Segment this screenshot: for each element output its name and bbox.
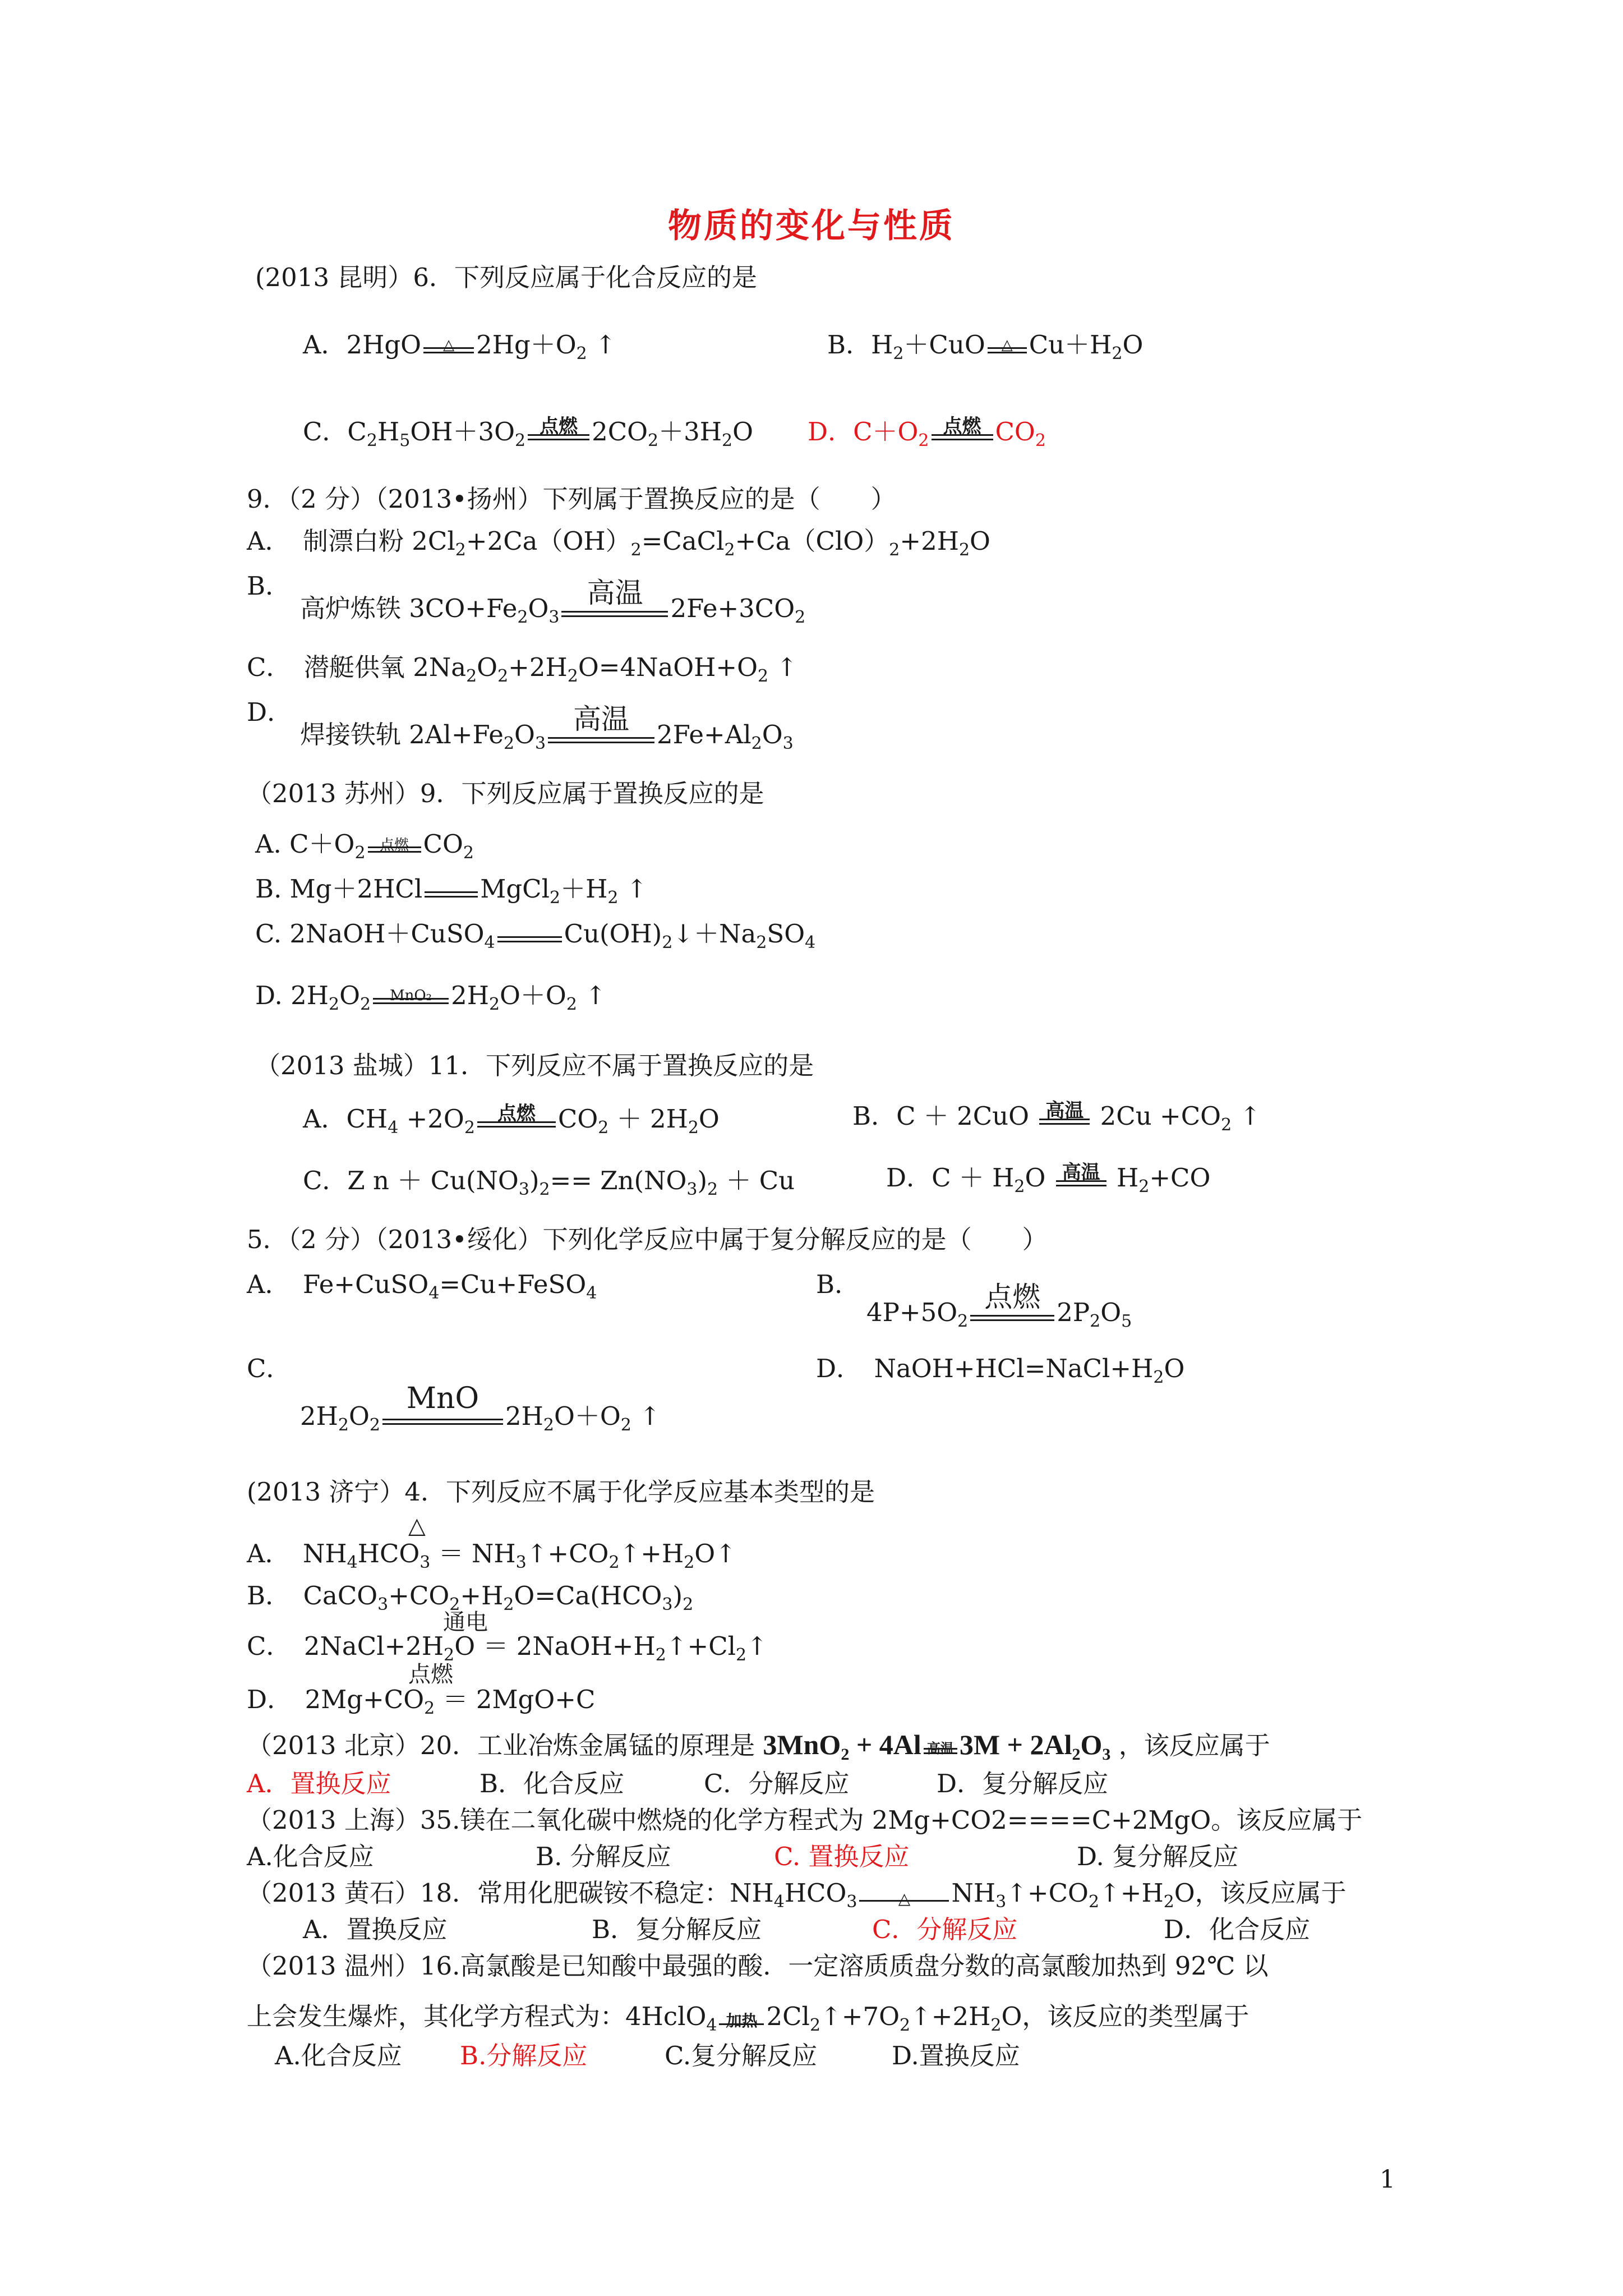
q5-option-c-label: C． (247, 1354, 292, 1383)
q4-option-a: A．$CH_4 +2O_2$ 点燃 $CO_2 + 2H_2O$ (303, 1102, 720, 1138)
q7-option-d: D．复分解反应 (937, 1769, 1109, 1798)
q7-option-a: A．置换反应 (247, 1769, 391, 1798)
q7-option-b: B．化合反应 (479, 1769, 625, 1798)
q6-a-condition: △ (408, 1513, 426, 1539)
q2-option-b: 高炉炼铁 $3CO+Fe_2O_3$ 高温 $2Fe+3CO_2$ (300, 577, 806, 627)
q3-option-d: D. $2H_2O_2$ MnO₂ $2H_2O+O_2$ ↑ (255, 981, 606, 1014)
q6-option-a: A． $NH_4HCO_3$ ＝ $NH_3↑+CO_2↑+H_2O↑$ (247, 1539, 736, 1572)
q1-option-d: D．$C+O_2$ 点燃 $CO_2$ (808, 415, 1046, 450)
q10-option-b: B.分解反应 (460, 2041, 588, 2070)
page-title: 物质的变化与性质 (668, 206, 955, 246)
q10-option-c: C.复分解反应 (665, 2041, 818, 2070)
q10-stem-equation: 上会发生爆炸，其化学方程式为：4HclO$_4$ 加热 $2Cl_2↑+7O_2↑+2H_2O$，该反应的类型属于 (247, 2001, 1249, 2035)
q8-option-a: A.化合反应 (247, 1842, 374, 1871)
q10-option-d: D.置换反应 (892, 2041, 1020, 2070)
q9-option-c: C．分解反应 (872, 1915, 1018, 1944)
q10-stem: （2013 温州）16.高氯酸是已知酸中最强的酸．一定溶质质盘分数的高氯酸加热到 92℃ 以 (247, 1951, 1269, 1981)
q5-stem: 5．（2 分）（2013•绥化）下列化学反应中属于复分解反应的是（ ） (247, 1225, 1048, 1254)
q10-option-a: A.化合反应 (275, 2041, 402, 2070)
q2-stem: 9．（2 分）（2013•扬州）下列属于置换反应的是（ ） (247, 484, 896, 514)
q5-option-b-label: B． (816, 1269, 860, 1299)
q9-stem: （2013 黄石）18．常用化肥碳铵不稳定：$NH_4HCO_3$ △ $NH_3↑+CO_2↑+H_2O$，该反应属于 (247, 1878, 1347, 1912)
q2-option-d: 焊接铁轨 $2Al+Fe_2O_3$ 高温 $2Fe+Al_2O_3$ (300, 703, 794, 753)
q1-option-b: B．$H_2+CuO$ △ $Cu+H_2O$ (827, 330, 1144, 364)
q3-stem: （2013 苏州）9．下列反应属于置换反应的是 (247, 779, 764, 808)
q2-option-b-label: B． (247, 571, 291, 601)
q4-stem: （2013 盐城）11．下列反应不属于置换反应的是 (255, 1051, 814, 1080)
q9-option-b: B．复分解反应 (592, 1915, 762, 1944)
q6-d-condition: 点燃 (408, 1662, 453, 1687)
q6-option-c: C． $2NaCl+2H_2O$ ＝ $2NaOH+H_2↑+Cl_2↑$ (247, 1631, 768, 1665)
q7-stem: （2013 北京）20．工业冶炼金属锰的原理是 3MnO$_2$ + 4Al 高温 $3M + 2Al_2O_3$ ，该反应属于 (247, 1729, 1270, 1764)
q7-option-c: C．分解反应 (704, 1769, 850, 1798)
page-number: 1 (1380, 2165, 1395, 2194)
q2-option-c: C． 潜艇供氧 $2Na_2O_2+2H_2O=4NaOH+O_2$ ↑ (247, 652, 798, 686)
q8-option-d: D. 复分解反应 (1077, 1842, 1239, 1871)
q6-option-d: D． $2Mg+CO_2 = 2MgO+C$ (247, 1685, 596, 1718)
q9-option-a: A．置换反应 (303, 1915, 448, 1944)
q4-option-c: C．Z $n + Cu(NO_3)_2== Zn(NO_3)_2 + Cu$ (303, 1166, 795, 1199)
q6-stem: (2013 济宁）4．下列反应不属于化学反应基本类型的是 (247, 1477, 875, 1507)
q1-stem: (2013 昆明）6．下列反应属于化合反应的是 (255, 263, 758, 292)
q5-option-c: $2H_2O_2$ MnO $2H_2O+O_2$ ↑ (300, 1382, 661, 1435)
q1-option-c: C．$C_2H_5OH+3O_2$ 点燃 $2CO_2+3H_2O$ (303, 415, 754, 450)
q3-option-a: A. $C+O_2$ 点燃 $CO_2$ (255, 829, 474, 863)
q9-option-d: D．化合反应 (1164, 1915, 1311, 1944)
q2-option-a: A． 制漂白粉 $2Cl_2+2Ca(OH)_2=CaCl_2+Ca(ClO)_2+2H_2O$ (247, 526, 990, 560)
q8-option-c: C. 置换反应 (774, 1842, 910, 1871)
q3-option-c: C. 2NaOH＋CuSO$_4$ $Cu(OH)_2↓+Na_2SO_4$ (255, 919, 816, 953)
q4-option-b: B．C ＋ 2CuO 高温 $2Cu +CO_2$ ↑ (852, 1099, 1261, 1135)
q3-option-b: B. Mg＋2HCl $MgCl_2+H_2$ ↑ (255, 874, 648, 908)
q6-c-condition: 通电 (443, 1609, 488, 1635)
q2-option-d-label: D． (247, 697, 293, 727)
q8-option-b: B. 分解反应 (536, 1842, 671, 1871)
q4-option-d: D．$C + H_2O$ 高温 $H_2+CO$ (886, 1161, 1211, 1197)
q1-option-a: A．2HgO △ $2Hg+O_2$ ↑ (303, 330, 616, 364)
q6-option-b: B． $CaCO_3+CO_2+H_2O=Ca(HCO_3)_2$ (247, 1581, 694, 1614)
q5-option-d: D． $NaOH+HCl=NaCl+H_2O$ (816, 1354, 1185, 1387)
q8-stem: （2013 上海）35.镁在二氧化碳中燃烧的化学方程式为 2Mg+CO2====C+2MgO。该反应属于 (247, 1805, 1363, 1835)
q5-option-b: $4P+5O_2$ 点燃 $2P_2O_5$ (866, 1281, 1132, 1331)
q5-option-a: A． Fe+CuSO$_4$=Cu+FeSO$_4$ (247, 1269, 597, 1303)
